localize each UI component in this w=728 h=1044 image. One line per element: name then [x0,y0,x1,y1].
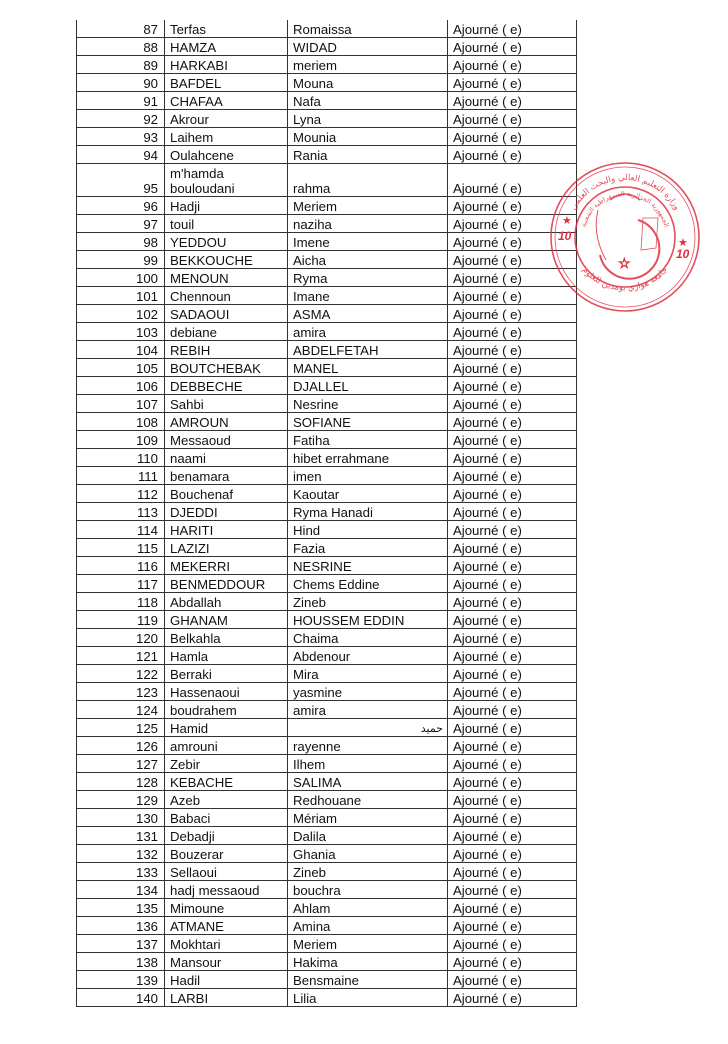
table-row [77,989,577,1007]
table-row [77,539,577,557]
table-row [77,110,577,128]
last-name-cell: Laihem [165,128,288,146]
last-name-cell: DJEDDI [165,503,288,521]
first-name-cell: Mouna [288,74,448,92]
result-status-cell: Ajourné ( e) [448,305,577,323]
last-name-cell: HAMZA [165,38,288,56]
last-name-cell: MENOUN [165,269,288,287]
table-row [77,629,577,647]
result-status-cell: Ajourné ( e) [448,197,577,215]
row-number-cell: 89 [77,56,165,74]
row-number-cell: 134 [77,881,165,899]
result-status-cell: Ajourné ( e) [448,791,577,809]
last-name-cell: Bouzerar [165,845,288,863]
table-row [77,359,577,377]
first-name-cell: Romaissa [288,20,448,38]
table-row [77,56,577,74]
first-name-cell: Redhouane [288,791,448,809]
table-row [77,683,577,701]
first-name-cell: Amina [288,917,448,935]
result-status-cell: Ajourné ( e) [448,647,577,665]
last-name-cell: HARKABI [165,56,288,74]
first-name-cell: Mériam [288,809,448,827]
stamp-outer-text: وزارة التعليم العالي والبحث العلمي [568,172,682,212]
last-name-cell: Oulahcene [165,146,288,164]
row-number-cell: 110 [77,449,165,467]
table-row [77,233,577,251]
result-status-cell: Ajourné ( e) [448,809,577,827]
last-name-cell: Bouchenaf [165,485,288,503]
first-name-cell: amira [288,701,448,719]
last-name-cell: Mansour [165,953,288,971]
last-name-cell: CHAFAA [165,92,288,110]
row-number-cell: 87 [77,20,165,38]
last-name-cell: DEBBECHE [165,377,288,395]
last-name-cell: BEKKOUCHE [165,251,288,269]
first-name-cell: Nafa [288,92,448,110]
row-number-cell: 125 [77,719,165,737]
last-name-cell: Chennoun [165,287,288,305]
table-row [77,215,577,233]
table-row [77,899,577,917]
last-name-cell: Akrour [165,110,288,128]
row-number-cell: 128 [77,773,165,791]
first-name-cell [288,719,448,737]
first-name-cell: Zineb [288,863,448,881]
first-name-cell: Ghania [288,845,448,863]
table-row [77,323,577,341]
table-row [77,719,577,737]
table-row [77,197,577,215]
first-name-cell: Zineb [288,593,448,611]
table-row [77,128,577,146]
table-row [77,341,577,359]
result-status-cell: Ajourné ( e) [448,323,577,341]
table-row [77,755,577,773]
result-status-cell: Ajourné ( e) [448,557,577,575]
university-stamp [548,160,702,314]
last-name-cell: GHANAM [165,611,288,629]
result-status-cell: Ajourné ( e) [448,899,577,917]
last-name-cell: Hassenaoui [165,683,288,701]
first-name-cell: Imene [288,233,448,251]
last-name-cell: debiane [165,323,288,341]
row-number-cell: 91 [77,92,165,110]
row-number-cell: 88 [77,38,165,56]
last-name-cell: LAZIZI [165,539,288,557]
last-name-cell: KEBACHE [165,773,288,791]
table-row [77,611,577,629]
first-name-cell: amira [288,323,448,341]
row-number-cell: 97 [77,215,165,233]
last-name-cell: Mokhtari [165,935,288,953]
row-number-cell: 109 [77,431,165,449]
row-number-cell: 123 [77,683,165,701]
row-number-cell: 93 [77,128,165,146]
result-status-cell: Ajourné ( e) [448,629,577,647]
first-name-cell: Mira [288,665,448,683]
first-name-cell: Mounia [288,128,448,146]
row-number-cell: 113 [77,503,165,521]
first-name-cell: imen [288,467,448,485]
row-number-cell: 127 [77,755,165,773]
row-number-cell: 129 [77,791,165,809]
table-row [77,845,577,863]
last-name-cell: BAFDEL [165,74,288,92]
row-number-cell: 130 [77,809,165,827]
table-row [77,575,577,593]
table-row [77,20,577,38]
last-name-cell: Mimoune [165,899,288,917]
first-name-cell: Rania [288,146,448,164]
last-name-cell: HARITI [165,521,288,539]
table-row [77,647,577,665]
first-name-cell: Hakima [288,953,448,971]
last-name-cell: MEKERRI [165,557,288,575]
first-name-cell: hibet errahmane [288,449,448,467]
first-name-cell: Ryma [288,269,448,287]
first-name-cell: Dalila [288,827,448,845]
result-status-cell: Ajourné ( e) [448,845,577,863]
table-row [77,881,577,899]
row-number-cell: 135 [77,899,165,917]
first-name-cell: Lilia [288,989,448,1007]
first-name-cell: Meriem [288,935,448,953]
result-status-cell: Ajourné ( e) [448,38,577,56]
last-name-cell: Zebir [165,755,288,773]
row-number-cell: 99 [77,251,165,269]
table-row [77,737,577,755]
result-status-cell: Ajourné ( e) [448,611,577,629]
table-row [77,377,577,395]
table-row [77,701,577,719]
row-number-cell: 138 [77,953,165,971]
row-number-cell: 114 [77,521,165,539]
result-status-cell: Ajourné ( e) [448,146,577,164]
table-row [77,305,577,323]
first-name-cell: Aicha [288,251,448,269]
stamp-number-left: 10 [558,229,572,243]
first-name-cell: HOUSSEM EDDIN [288,611,448,629]
first-name-cell: Ahlam [288,899,448,917]
row-number-cell: 131 [77,827,165,845]
last-name-cell: Azeb [165,791,288,809]
result-status-cell: Ajourné ( e) [448,701,577,719]
result-status-cell: Ajourné ( e) [448,665,577,683]
last-name-cell: Terfas [165,20,288,38]
table-row [77,287,577,305]
table-row [77,827,577,845]
row-number-cell: 124 [77,701,165,719]
first-name-cell: meriem [288,56,448,74]
first-name-cell: Ilhem [288,755,448,773]
row-number-cell: 102 [77,305,165,323]
result-status-cell: Ajourné ( e) [448,575,577,593]
row-number-cell: 126 [77,737,165,755]
row-number-cell: 100 [77,269,165,287]
svg-text:الجمهورية الجزائرية الديمقراطي [579,190,670,228]
table-row [77,395,577,413]
row-number-cell: 136 [77,917,165,935]
first-name-cell: Nesrine [288,395,448,413]
table-row [77,38,577,56]
first-name-cell: MANEL [288,359,448,377]
row-number-cell: 137 [77,935,165,953]
table-row [77,809,577,827]
first-name-cell: Lyna [288,110,448,128]
table-row [77,557,577,575]
row-number-cell: 98 [77,233,165,251]
last-name-cell: hadj messaoud [165,881,288,899]
first-name-cell: Meriem [288,197,448,215]
row-number-cell: 92 [77,110,165,128]
row-number-cell: 116 [77,557,165,575]
row-number-cell: 121 [77,647,165,665]
result-status-cell: Ajourné ( e) [448,863,577,881]
table-row [77,164,577,197]
last-name-cell: Berraki [165,665,288,683]
row-number-cell: 117 [77,575,165,593]
result-status-cell: Ajourné ( e) [448,737,577,755]
first-name-cell: Ryma Hanadi [288,503,448,521]
last-name-cell: Sellaoui [165,863,288,881]
row-number-cell: 140 [77,989,165,1007]
last-name-cell: ATMANE [165,917,288,935]
last-name-cell: BENMEDDOUR [165,575,288,593]
row-number-cell: 115 [77,539,165,557]
result-status-cell: Ajourné ( e) [448,413,577,431]
result-status-cell: Ajourné ( e) [448,287,577,305]
table-row [77,467,577,485]
result-status-cell: Ajourné ( e) [448,485,577,503]
result-status-cell: Ajourné ( e) [448,827,577,845]
last-name-cell: Hadil [165,971,288,989]
stamp-bottom-text: جامعة هواري بومدين للعلوم [579,265,671,294]
first-name-cell: Kaoutar [288,485,448,503]
first-name-cell: Imane [288,287,448,305]
stamp-star-icon-left: ★ [562,215,572,227]
last-name-cell: naami [165,449,288,467]
first-name-cell: SALIMA [288,773,448,791]
first-name-cell: Fatiha [288,431,448,449]
first-name-cell: Bensmaine [288,971,448,989]
table-row [77,521,577,539]
last-name-cell: Belkahla [165,629,288,647]
result-status-cell: Ajourné ( e) [448,719,577,737]
last-name-cell: Abdallah [165,593,288,611]
last-name-cell: Hamla [165,647,288,665]
table-row [77,971,577,989]
row-number-cell: 106 [77,377,165,395]
first-name-cell: Chaima [288,629,448,647]
first-name-cell: bouchra [288,881,448,899]
last-name-cell: touil [165,215,288,233]
table-row [77,146,577,164]
row-number-cell: 104 [77,341,165,359]
result-status-cell: Ajourné ( e) [448,773,577,791]
row-number-cell: 101 [77,287,165,305]
row-number-cell: 96 [77,197,165,215]
last-name-cell: SADAOUI [165,305,288,323]
last-name-cell: YEDDOU [165,233,288,251]
row-number-cell: 107 [77,395,165,413]
last-name-cell: Sahbi [165,395,288,413]
table-row [77,917,577,935]
result-status-cell: Ajourné ( e) [448,917,577,935]
result-status-cell: Ajourné ( e) [448,233,577,251]
first-name-cell: SOFIANE [288,413,448,431]
result-status-cell: Ajourné ( e) [448,269,577,287]
results-table [76,20,577,1007]
table-row [77,791,577,809]
first-name-cell: ABDELFETAH [288,341,448,359]
row-number-cell: 111 [77,467,165,485]
first-name-cell: rahma [288,164,448,197]
last-name-cell: Hamid [165,719,288,737]
result-status-cell: Ajourné ( e) [448,683,577,701]
row-number-cell: 122 [77,665,165,683]
result-status-cell: Ajourné ( e) [448,215,577,233]
first-name-cell: Chems Eddine [288,575,448,593]
table-row [77,863,577,881]
row-number-cell: 112 [77,485,165,503]
first-name-cell: Hind [288,521,448,539]
row-number-cell: 119 [77,611,165,629]
table-row [77,665,577,683]
first-name-cell: yasmine [288,683,448,701]
row-number-cell: 139 [77,971,165,989]
row-number-cell: 108 [77,413,165,431]
row-number-cell: 94 [77,146,165,164]
result-status-cell: Ajourné ( e) [448,755,577,773]
row-number-cell: 132 [77,845,165,863]
last-name-cell: Debadji [165,827,288,845]
row-number-cell: 120 [77,629,165,647]
result-status-cell: Ajourné ( e) [448,431,577,449]
table-row [77,92,577,110]
first-name-cell: Fazia [288,539,448,557]
result-status-cell: Ajourné ( e) [448,971,577,989]
last-name-cell: Babaci [165,809,288,827]
stamp-star-icon-right: ★ [678,237,688,249]
result-status-cell: Ajourné ( e) [448,881,577,899]
result-status-cell: Ajourné ( e) [448,251,577,269]
result-status-cell: Ajourné ( e) [448,128,577,146]
result-status-cell: Ajourné ( e) [448,359,577,377]
table-row [77,593,577,611]
last-name-cell: AMROUN [165,413,288,431]
result-status-cell: Ajourné ( e) [448,74,577,92]
table-row [77,953,577,971]
results-table-body [77,20,577,1007]
row-number-cell: 118 [77,593,165,611]
stamp-number-right: 10 [676,247,690,261]
first-name-cell: NESRINE [288,557,448,575]
table-row [77,935,577,953]
result-status-cell: Ajourné ( e) [448,341,577,359]
stamp-inner-text: الجمهورية الجزائرية الديمقراطية الشعبية [579,190,671,229]
table-row [77,269,577,287]
last-name-cell: REBIH [165,341,288,359]
result-status-cell: Ajourné ( e) [448,395,577,413]
first-name-cell: Abdenour [288,647,448,665]
row-number-cell: 95 [77,164,165,197]
last-name-cell: m'hamda bouloudani [165,164,288,197]
table-row [77,74,577,92]
result-status-cell: Ajourné ( e) [448,110,577,128]
result-status-cell: Ajourné ( e) [448,503,577,521]
last-name-cell: Messaoud [165,431,288,449]
first-name-cell: DJALLEL [288,377,448,395]
result-status-cell: Ajourné ( e) [448,92,577,110]
last-name-cell: Hadji [165,197,288,215]
result-status-cell: Ajourné ( e) [448,989,577,1007]
first-name-cell: naziha [288,215,448,233]
table-row [77,251,577,269]
result-status-cell: Ajourné ( e) [448,164,577,197]
row-number-cell: 105 [77,359,165,377]
first-name-cell: rayenne [288,737,448,755]
result-status-cell: Ajourné ( e) [448,521,577,539]
result-status-cell: Ajourné ( e) [448,20,577,38]
result-status-cell: Ajourné ( e) [448,539,577,557]
result-status-cell: Ajourné ( e) [448,467,577,485]
table-row [77,449,577,467]
result-status-cell: Ajourné ( e) [448,953,577,971]
table-row [77,503,577,521]
result-status-cell: Ajourné ( e) [448,593,577,611]
first-name-cell: WIDAD [288,38,448,56]
result-status-cell: Ajourné ( e) [448,935,577,953]
row-number-cell: 133 [77,863,165,881]
table-row [77,485,577,503]
last-name-cell: benamara [165,467,288,485]
row-number-cell: 90 [77,74,165,92]
result-status-cell: Ajourné ( e) [448,377,577,395]
stamp-star-icon-center: ☆ [618,255,631,271]
last-name-cell: amrouni [165,737,288,755]
result-status-cell: Ajourné ( e) [448,449,577,467]
result-status-cell: Ajourné ( e) [448,56,577,74]
table-row [77,413,577,431]
last-name-cell: boudrahem [165,701,288,719]
row-number-cell: 103 [77,323,165,341]
last-name-cell: LARBI [165,989,288,1007]
first-name-arabic: حميد [420,722,443,735]
table-row [77,773,577,791]
stamp-wheat-icon [596,210,606,260]
table-row [77,431,577,449]
first-name-cell: ASMA [288,305,448,323]
last-name-cell: BOUTCHEBAK [165,359,288,377]
